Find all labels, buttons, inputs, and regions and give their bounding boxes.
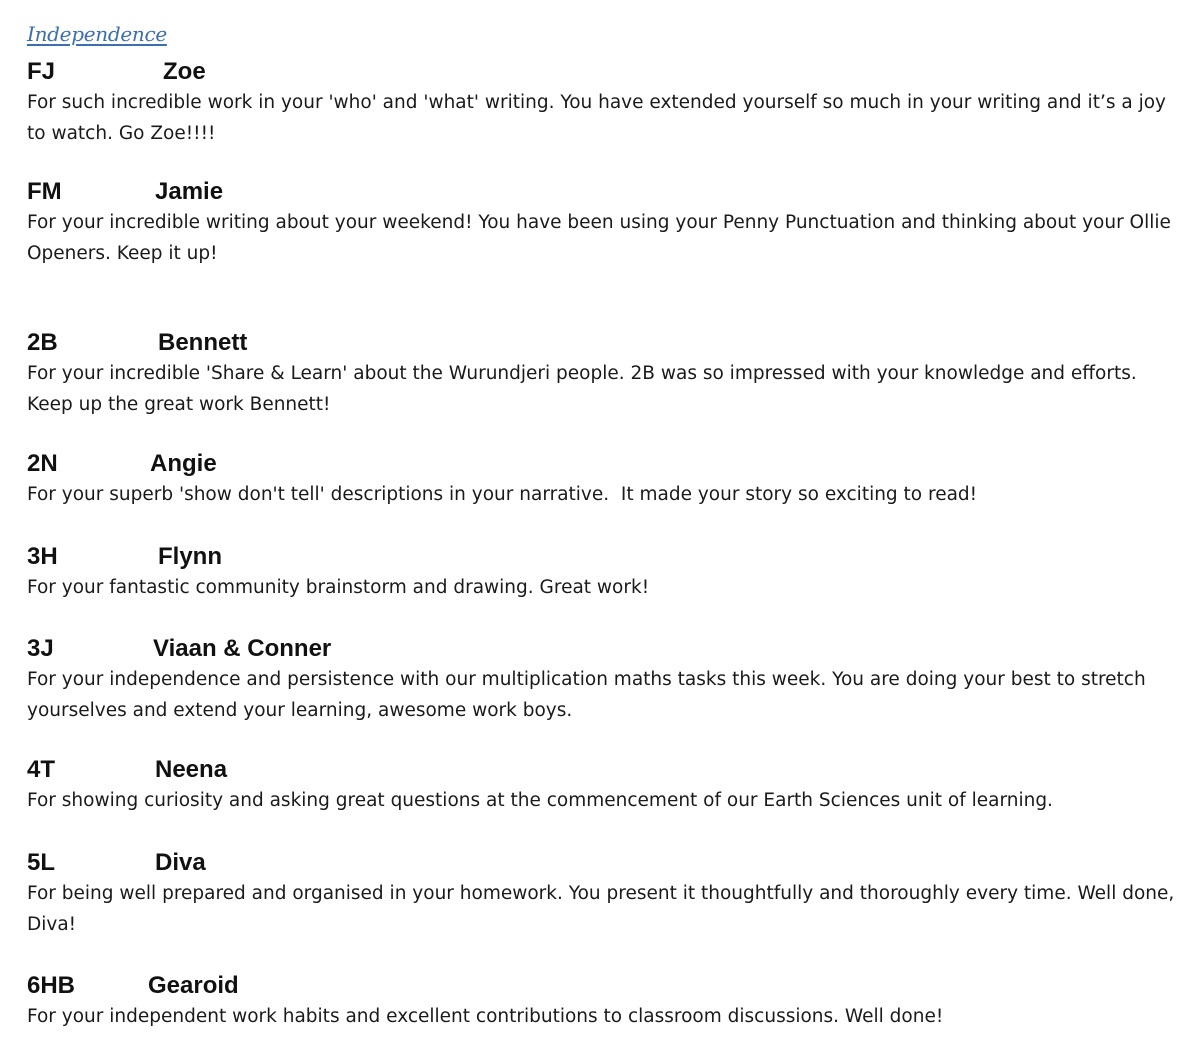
award-class: 2N [27, 450, 58, 477]
award-class: 6HB [27, 972, 76, 999]
award-header [27, 58, 1177, 86]
award-description: For your incredible writing about your weekend! You have been using your Penny Punctuation and thinking about your Ollie Openers. Keep it up! [27, 212, 1177, 264]
award-entry-5l [27, 849, 1181, 940]
award-header [27, 178, 1177, 206]
award-entry-2n [27, 450, 1177, 510]
award-student-name: Jamie [155, 178, 224, 205]
award-student-name: Gearoid [148, 972, 239, 999]
award-header [27, 635, 1177, 663]
award-entry-4t [27, 756, 1177, 816]
award-header [27, 756, 1177, 784]
award-student-name: Zoe [163, 58, 206, 85]
award-header [27, 972, 1177, 1000]
section-heading: Independence [27, 22, 167, 46]
award-class: 4T [27, 756, 56, 783]
award-description: For your independence and persistence with our multiplication maths tasks this week. You are doing your best to stretch yourselves and extend your learning, awesome work boys. [27, 669, 1152, 721]
award-student-name: Flynn [158, 543, 222, 570]
award-entry-3h [27, 543, 1177, 603]
award-student-name: Diva [155, 849, 206, 876]
award-class: 3J [27, 635, 54, 662]
award-header [27, 450, 1177, 478]
award-student-name: Neena [155, 756, 228, 783]
award-header [27, 849, 1177, 877]
award-entry-fm [27, 178, 1177, 269]
award-description: For your independent work habits and excellent contributions to classroom discussions. Well done! [27, 1006, 944, 1027]
award-description: For being well prepared and organised in your homework. You present it thoughtfully and thoroughly every time. Well done, Diva! [27, 883, 1181, 935]
award-class: 2B [27, 329, 58, 356]
award-description: For your superb 'show don't tell' descriptions in your narrative. It made your story so exciting to read! [27, 484, 978, 505]
award-entry-6hb [27, 972, 1177, 1032]
award-class: FJ [27, 58, 56, 85]
award-description: For your incredible 'Share & Learn' about the Wurundjeri people. 2B was so impressed with your knowledge and efforts. Keep up the great work Bennett! [27, 363, 1143, 415]
award-student-name: Viaan & Conner [153, 635, 332, 662]
award-entry-fj [27, 58, 1177, 149]
award-header [27, 543, 1177, 571]
award-description: For such incredible work in your 'who' and 'what' writing. You have extended yourself so much in your writing and it’s a joy to watch. Go Zoe!!!! [27, 92, 1172, 144]
award-class: 5L [27, 849, 56, 876]
award-description: For showing curiosity and asking great questions at the commencement of our Earth Sciences unit of learning. [27, 790, 1053, 811]
award-student-name: Bennett [158, 329, 248, 356]
award-class: 3H [27, 543, 58, 570]
award-student-name: Angie [150, 450, 217, 477]
award-header [27, 329, 1177, 357]
award-entry-2b [27, 329, 1177, 420]
award-class: FM [27, 178, 62, 205]
award-description: For your fantastic community brainstorm and drawing. Great work! [27, 577, 650, 598]
award-entry-3j [27, 635, 1177, 726]
